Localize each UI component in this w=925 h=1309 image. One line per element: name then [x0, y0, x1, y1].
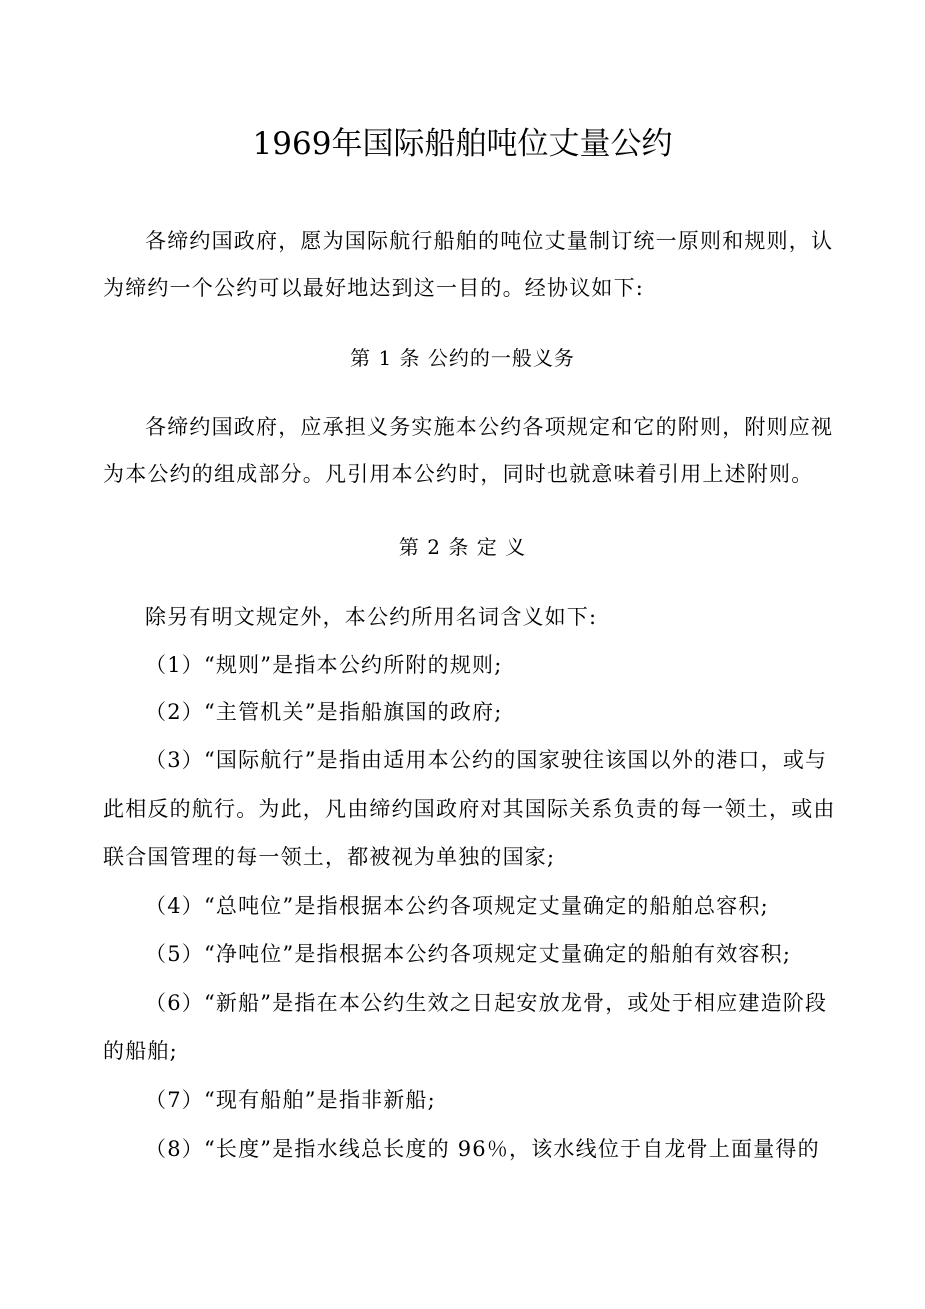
definition-item-3-line-2: 此相反的航行。为此，凡由缔约国政府对其国际关系负责的每一领土，或由 [103, 797, 836, 821]
definition-item-6-line-2: 的船舶; [103, 1039, 178, 1063]
definition-item-1: （1）“规则”是指本公约所附的规则; [145, 653, 503, 677]
definition-item-2: （2）“主管机关”是指船旗国的政府; [145, 700, 503, 724]
definition-item-3-line-1: （3）“国际航行”是指由适用本公约的国家驶往该国以外的港口，或与 [145, 748, 828, 772]
article-1-line-2: 为本公约的组成部分。凡引用本公约时，同时也就意味着引用上述附则。 [103, 462, 814, 486]
definition-item-6-line-1: （6）“新船”是指在本公约生效之日起安放龙骨，或处于相应建造阶段 [145, 991, 828, 1015]
article-1-heading: 第 1 条 公约的一般义务 [350, 346, 575, 370]
article-1-line-1: 各缔约国政府，应承担义务实施本公约各项规定和它的附则，附则应视 [145, 415, 834, 439]
definition-item-8-line-1: （8）“长度”是指水线总长度的 96％，该水线位于自龙骨上面量得的 [145, 1137, 820, 1161]
definition-item-5: （5）“净吨位”是指根据本公约各项规定丈量确定的船舶有效容积; [145, 942, 792, 966]
article-2-heading: 第 2 条 定 义 [398, 535, 527, 559]
definition-item-4: （4）“总吨位”是指根据本公约各项规定丈量确定的船舶总容积; [145, 894, 769, 918]
article-2-intro: 除另有明文规定外，本公约所用名词含义如下: [145, 605, 598, 629]
document-title: 1969年国际船舶吨位丈量公约 [252, 126, 673, 162]
definition-item-7: （7）“现有船舶”是指非新船; [145, 1088, 436, 1112]
preamble-line-1: 各缔约国政府，愿为国际航行船舶的吨位丈量制订统一原则和规则，认 [145, 229, 834, 253]
preamble-line-2: 为缔约一个公约可以最好地达到这一目的。经协议如下: [103, 276, 645, 300]
definition-item-3-line-3: 联合国管理的每一领土，都被视为单独的国家; [103, 845, 556, 869]
